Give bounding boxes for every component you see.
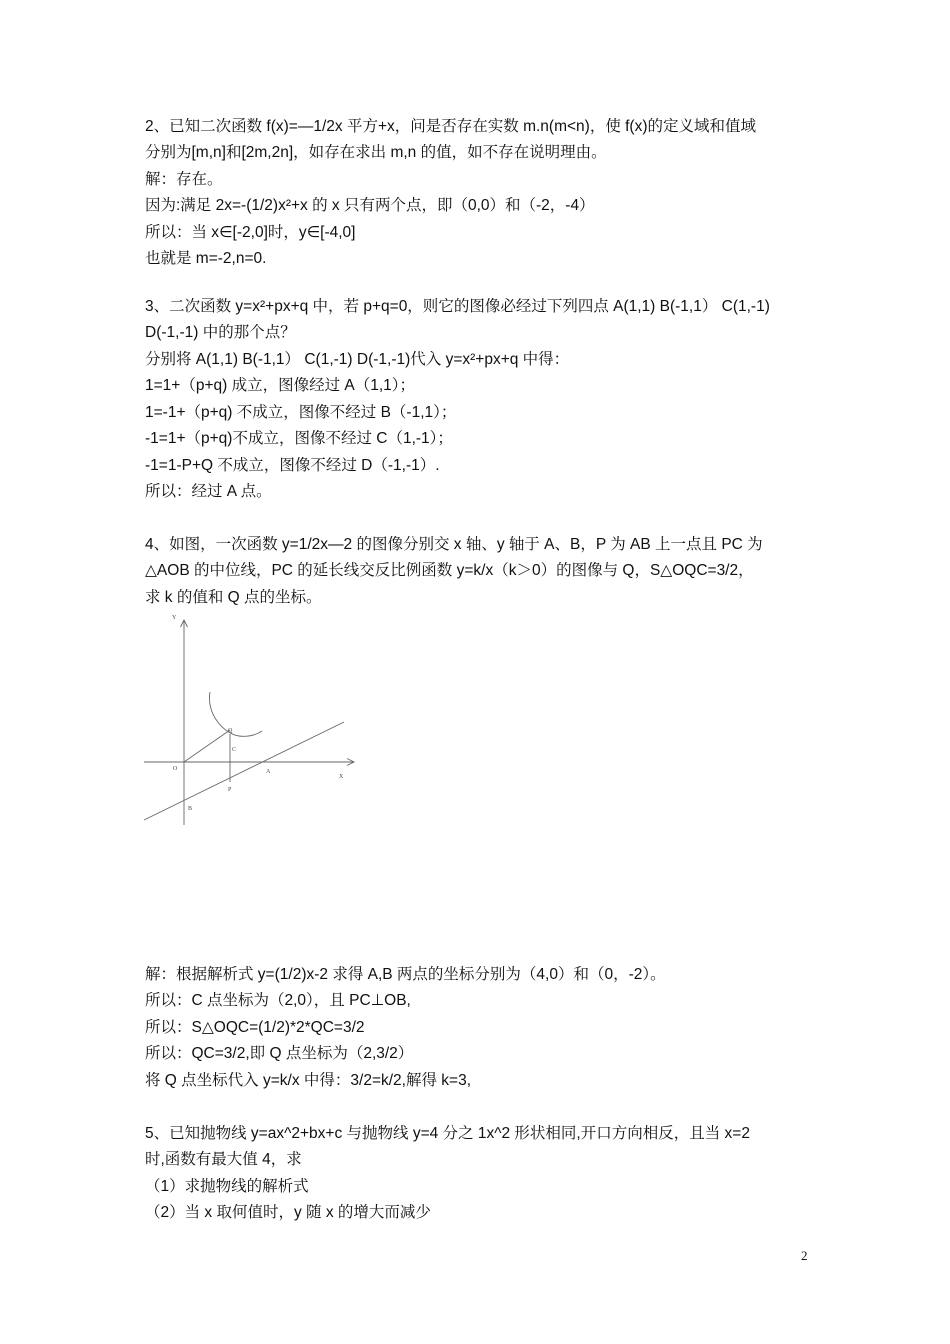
problem-3-text-2: D(-1,-1) 中的那个点？ bbox=[145, 324, 296, 341]
problem-4-solution-3: 所以：S△OQC=(1/2)*2*QC=3/2 bbox=[145, 1019, 365, 1036]
point-a-label: A bbox=[266, 769, 271, 775]
problem-4-solution-1: 解：根据解析式 y=(1/2)x-2 求得 A,B 两点的坐标分别为（4,0）和（0，-2）。 bbox=[145, 966, 666, 983]
problem-3-solution-5: -1=1-P+Q 不成立，图像不经过 D（-1,-1）. bbox=[145, 457, 440, 474]
problem-4-text-3: 求 k 的值和 Q 点的坐标。 bbox=[145, 589, 322, 606]
problem-5-question-2: （2）当 x 取何值时，y 随 x 的增大而减少 bbox=[145, 1204, 431, 1221]
coordinate-diagram bbox=[142, 610, 362, 830]
problem-3-solution-4: -1=1+（p+q)不成立，图像不经过 C（1,-1）； bbox=[145, 430, 453, 447]
problem-4-text-1: 4、如图，一次函数 y=1/2x—2 的图像分别交 x 轴、y 轴于 A、B，P 为 AB 上一点且 PC 为 bbox=[145, 536, 763, 553]
problem-3-text-1: 3、二次函数 y=x²+px+q 中，若 p+q=0，则它的图像必经过下列四点 A(1,1) B(-1,1） C(1,-1) bbox=[145, 298, 770, 315]
point-q-label: Q bbox=[228, 728, 233, 734]
problem-5-question-1: （1）求抛物线的解析式 bbox=[145, 1178, 309, 1195]
problem-4-solution-5: 将 Q 点坐标代入 y=k/x 中得：3/2=k/2,解得 k=3, bbox=[145, 1072, 472, 1089]
problem-3-solution-3: 1=-1+（p+q) 不成立，图像不经过 B（-1,1）； bbox=[145, 404, 457, 421]
problem-4-solution-2: 所以：C 点坐标为（2,0），且 PC⊥OB, bbox=[145, 992, 411, 1009]
point-p-label: P bbox=[228, 787, 232, 793]
problem-2-solution-3: 所以：当 x∈[-2,0]时，y∈[-4,0] bbox=[145, 224, 356, 241]
problem-2-text-2: 分别为[m,n]和[2m,2n]，如存在求出 m,n 的值，如不存在说明理由。 bbox=[145, 144, 607, 161]
problem-2-solution-1: 解：存在。 bbox=[145, 171, 223, 188]
x-axis-label: X bbox=[339, 774, 344, 780]
point-c-label: C bbox=[232, 747, 237, 753]
y-axis-label: Y bbox=[172, 615, 177, 621]
problem-4-solution-4: 所以：QC=3/2,即 Q 点坐标为（2,3/2） bbox=[145, 1045, 414, 1062]
problem-5-text-1: 5、已知抛物线 y=ax^2+bx+c 与抛物线 y=4 分之 1x^2 形状相同,开口方向相反，且当 x=2 bbox=[145, 1125, 750, 1142]
problem-4-figure bbox=[142, 610, 362, 830]
problem-2-solution-4: 也就是 m=-2,n=0. bbox=[145, 250, 267, 267]
hyperbola-curve bbox=[209, 692, 262, 736]
point-b-label: B bbox=[188, 806, 193, 812]
segment-oq bbox=[184, 730, 230, 762]
problem-3-solution-1: 分别将 A(1,1) B(-1,1） C(1,-1) D(-1,-1)代入 y=x²+px+q 中得： bbox=[145, 351, 570, 368]
page-number: 2 bbox=[801, 1248, 808, 1263]
problem-3-solution-2: 1=1+（p+q) 成立，图像经过 A（1,1）； bbox=[145, 377, 416, 394]
origin-label: O bbox=[173, 766, 178, 772]
problem-3-solution-6: 所以：经过 A 点。 bbox=[145, 483, 272, 500]
problem-4-text-2: △AOB 的中位线，PC 的延长线交反比例函数 y=k/x（k＞0）的图像与 Q，S△OQC=3/2， bbox=[145, 562, 754, 579]
problem-2-solution-2: 因为:满足 2x=-(1/2)x²+x 的 x 只有两个点，即（0,0）和（-2，-4） bbox=[145, 197, 595, 214]
problem-2-text-1: 2、已知二次函数 f(x)=—1/2x 平方+x，问是否存在实数 m.n(m<n)，使 f(x)的定义域和值域 bbox=[145, 118, 757, 135]
problem-5-text-2: 时,函数有最大值 4，求 bbox=[145, 1151, 302, 1168]
